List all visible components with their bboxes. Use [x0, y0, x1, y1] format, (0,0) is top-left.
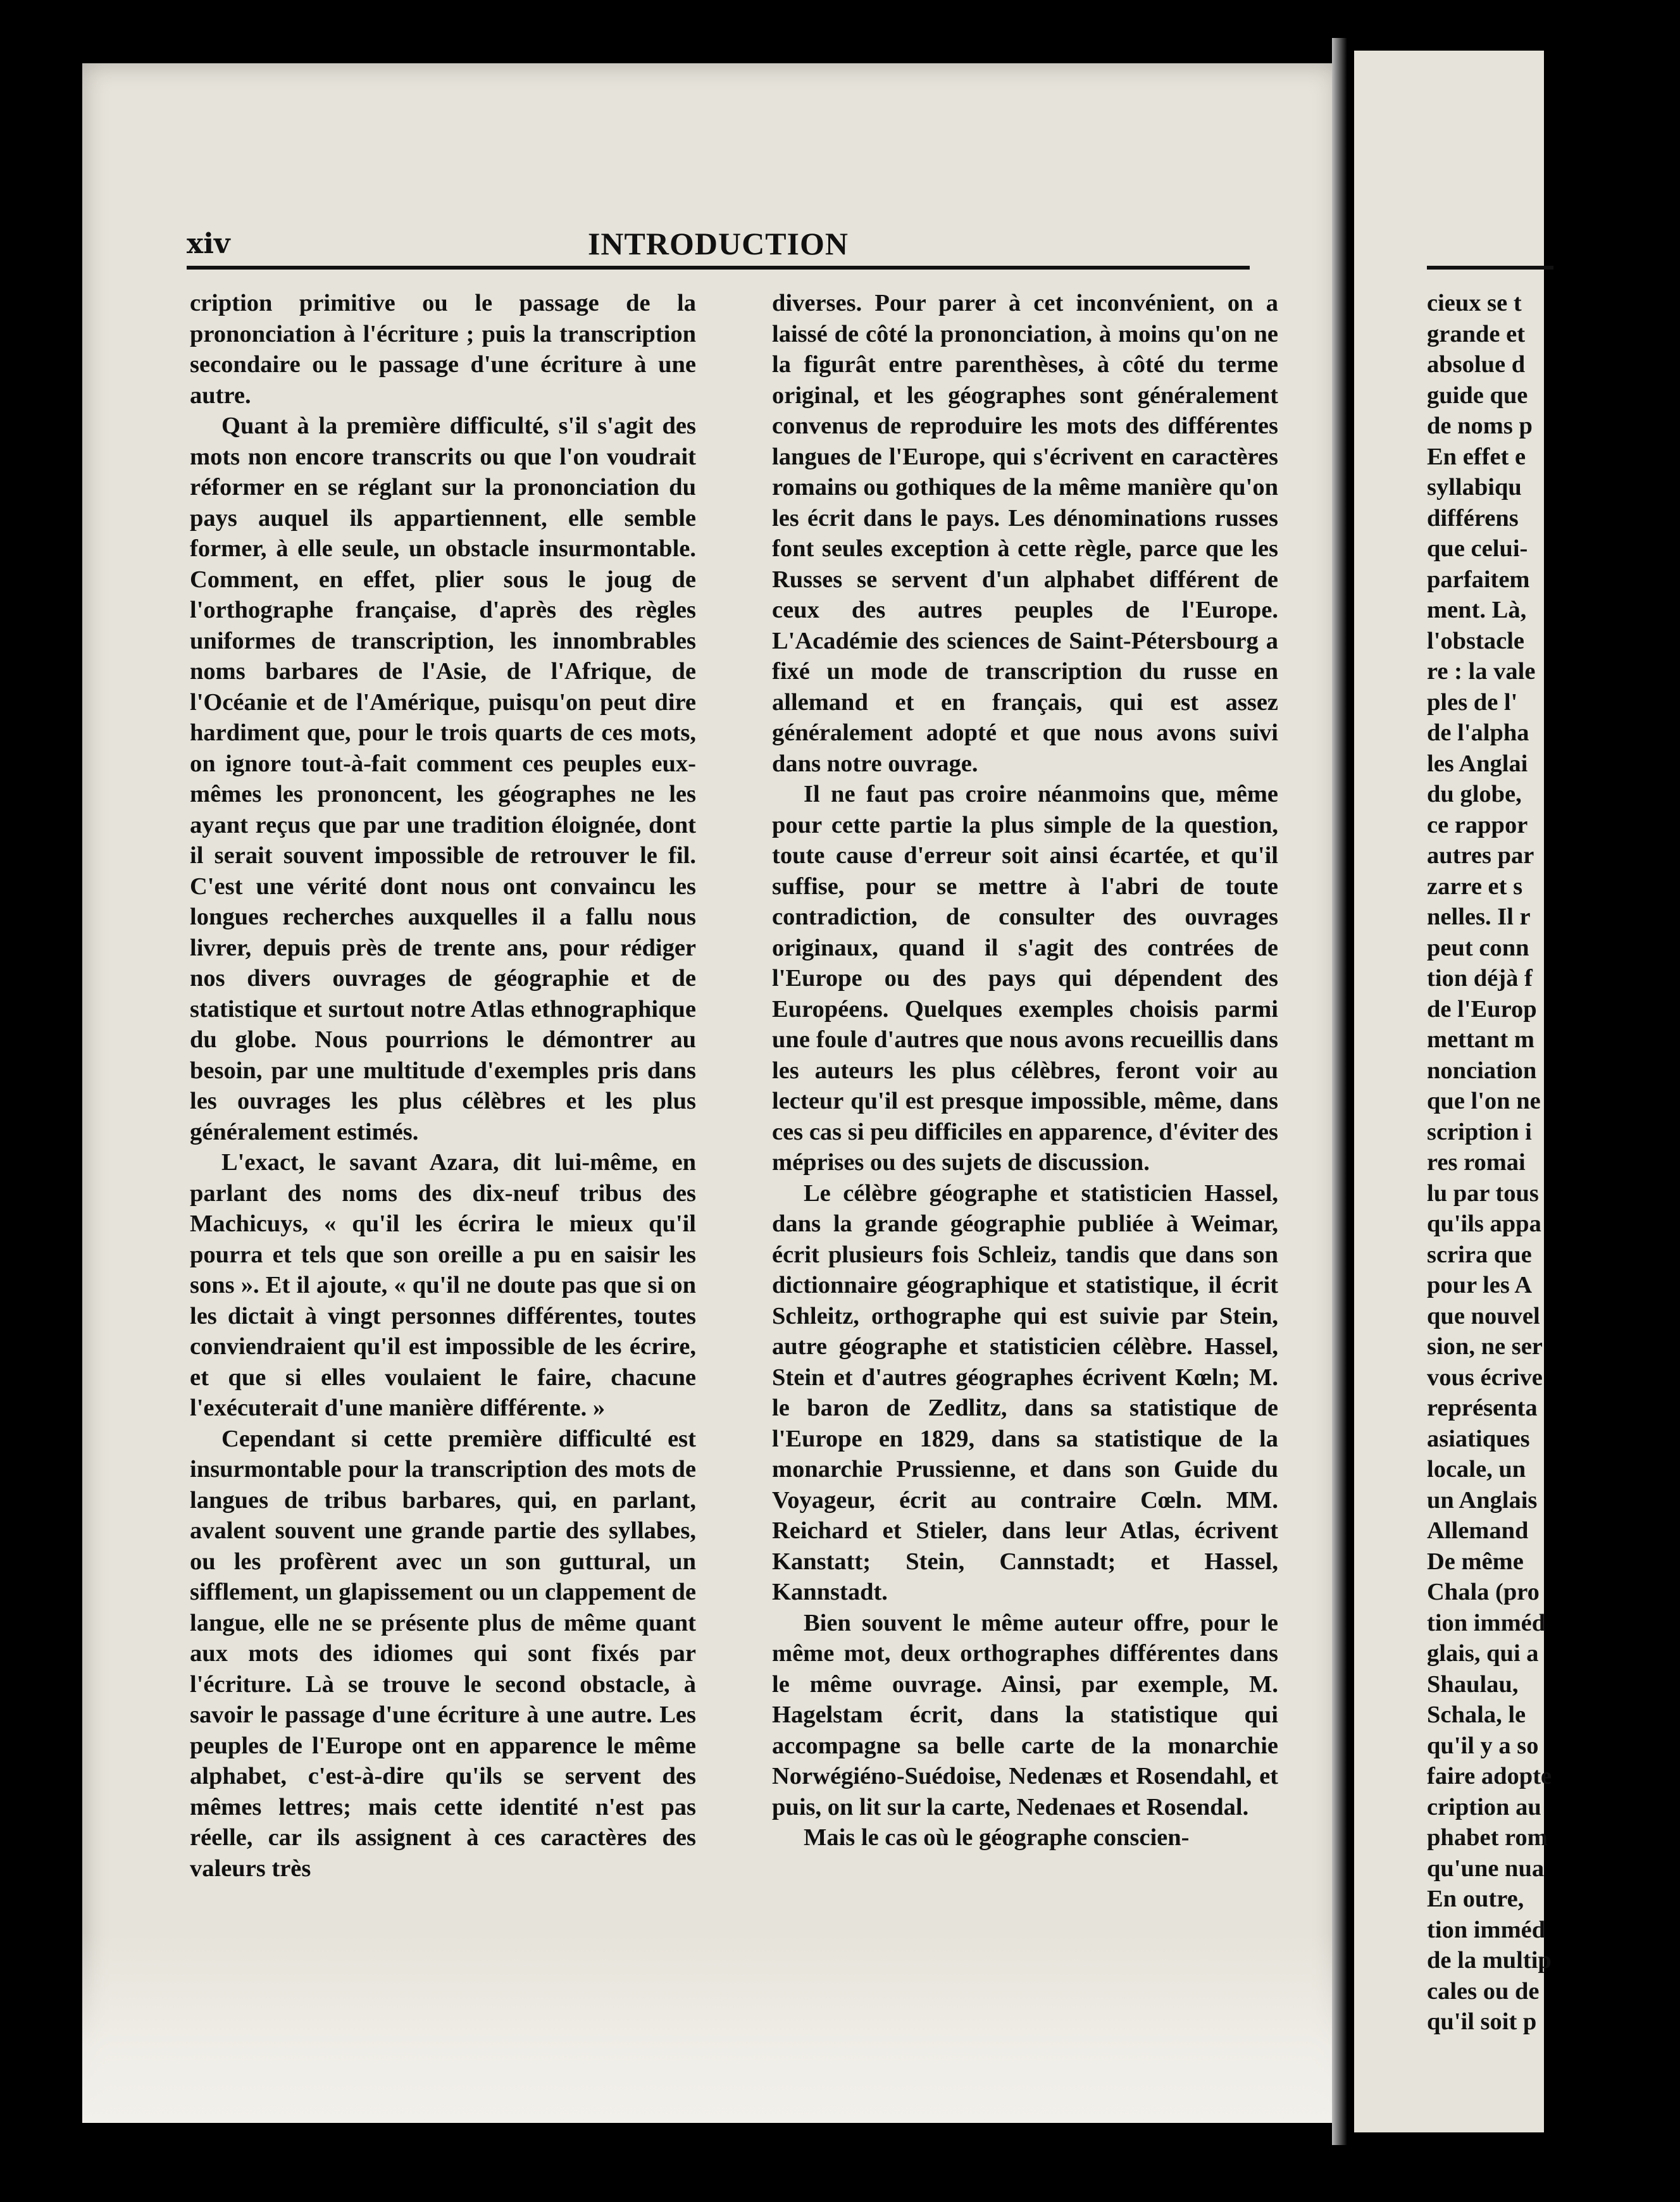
next-page-column: [1427, 288, 1680, 2037]
next-page-line: de la multip: [1427, 1947, 1552, 1974]
paragraph: Bien souvent le même auteur offre, pour le même mot, deux orthographes différentes dans le même ouvrage. Ainsi, par exemple, M. Hagelstam écrit, dans la statistique qui accompagne sa belle carte de la monarchie Norwégiéno-Suédoise, Nedenæs et Rosendahl, et puis, on lit sur la carte, Nedenaes et Rosendal.: [772, 1609, 1278, 1820]
paragraph: Il ne faut pas croire néanmoins que, même pour cette partie la plus simple de la question, toute cause d'erreur soit ainsi écartée, et qu'il suffise, pour se mettre à l'abri de toute contradiction, de consulter des ouvrages originaux, quand il s'agit des contrées de l'Europe ou des pays qui dépendent des Européens. Quelques exemples choisis parmi une foule d'autres que nous avons recueillis dans les auteurs les plus célèbres, feront voir au lecteur qu'il est presque impossible, même, dans ces cas si peu difficiles en apparence, d'éviter des méprises ou des sujets de discussion.: [772, 781, 1278, 1176]
next-page-line: vous écrive: [1427, 1364, 1543, 1391]
next-page-line: re : la vale: [1427, 658, 1536, 685]
next-page-line: scrira que: [1427, 1241, 1532, 1268]
next-page-line: tion imméd: [1427, 1916, 1546, 1943]
next-page-line: sion, ne ser: [1427, 1333, 1543, 1360]
paragraph: Quant à la première difficulté, s'il s'agit des mots non encore transcrits ou que l'on voudrait réformer en se réglant sur la prononciation du pays auquel ils appartiennent, elle semble former, à elle seule, un obstacle insurmontable. Comment, en effet, plier sous le joug de l'orthographe française, d'après des règles uniformes de transcription, les innombrables noms barbares de l'Asie, de l'Afrique, de l'Océanie et de l'Amérique, puisqu'on peut dire hardiment que, pour le trois quarts de ces mots, on ignore tout-à-fait comment ces peuples eux-mêmes les prononcent, les géographes ne les ayant reçus que par une tradition éloignée, dont il serait souvent impossible de retrouver le fil. C'est une vérité dont nous ont convaincu les longues recherches auxquelles il a fallu nous livrer, depuis près de trente ans, pour rédiger nos divers ouvrages de géographie et de statistique et surtout notre Atlas ethnographique du globe. Nous pourrions le démontrer au besoin, par une multitude d'exemples pris dans les ouvrages les plus célèbres et les plus généralement estimés.: [190, 413, 696, 1145]
next-page-line: zarre et s: [1427, 873, 1523, 900]
left-column: [190, 288, 696, 1884]
next-page-line: ce rappor: [1427, 811, 1528, 838]
next-page-line: pour les A: [1427, 1272, 1533, 1298]
next-page-line: tion déjà f: [1427, 965, 1533, 992]
next-page-line: phabet rom: [1427, 1824, 1548, 1851]
paragraph: diverses. Pour parer à cet inconvénient, on a laissé de côté la prononciation, à moins qu'on ne la figurât entre parenthèses, à côté du terme original, et les géographes sont généralement convenus de reproduire les mots des différentes langues de l'Europe, qui s'écrivent en caractères romains ou gothiques de la même manière qu'on les écrit dans le pays. Les dénominations russes font seules exception à cette règle, parce que les Russes se servent d'un alphabet différent de ceux des autres peuples de l'Europe. L'Académie des sciences de Saint-Pétersbourg a fixé un mode de transcription du russe en allemand et en français, qui est assez généralement adopté et que nous avons suivi dans notre ouvrage.: [772, 290, 1278, 777]
next-page-line: Schala, le: [1427, 1701, 1526, 1728]
next-page-line: Chala (pro: [1427, 1579, 1540, 1605]
paragraph: Cependant si cette première difficulté est insurmontable pour la transcription des mots de langues de tribus barbares, qui, en parlant, avalent souvent une grande partie des syllabes, ou les profèrent avec un son guttural, un sifflement, un glapissement ou un clappement de langue, elle ne se présente plus de même quant aux mots des idiomes qui sont fixés par l'écriture. Là se trouve le second obstacle, à savoir le passage d'une écriture à une autre. Les peuples de l'Europe ont en apparence le même alphabet, c'est-à-dire qu'ils se servent des mêmes lettres; mais cette identité n'est pas réelle, car ils assignent à ces caractères des valeurs très: [190, 1425, 696, 1882]
next-page-line: de noms p: [1427, 413, 1533, 439]
next-page-line: autres par: [1427, 842, 1534, 869]
next-page-line: Allemand: [1427, 1517, 1529, 1544]
next-page-line: scription i: [1427, 1118, 1532, 1145]
next-page-line: ment. Là,: [1427, 597, 1527, 623]
next-page-line: syllabiqu: [1427, 474, 1522, 501]
next-page-line: peut conn: [1427, 934, 1529, 961]
next-page-line: que nouvel: [1427, 1302, 1540, 1329]
next-page-line: du globe,: [1427, 781, 1522, 807]
next-page-line: de l'Europ: [1427, 995, 1537, 1023]
next-page-line: un Anglais: [1427, 1486, 1538, 1514]
next-page-line: mettant m: [1427, 1026, 1534, 1053]
paragraph: cription primitive ou le passage de la prononciation à l'écriture ; puis la transcription secondaire ou le passage d'une écriture à une autre.: [190, 290, 696, 409]
paragraph: Le célèbre géographe et statisticien Hassel, dans la grande géographie publiée à Weimar, écrit plusieurs fois Schleiz, tandis que dans son dictionnaire géographique et statistique, il écrit Schleitz, orthographe qui est suivie par Stein, autre géographe et statisticien célèbre. Hassel, Stein et d'autres géographes écrivent Kœln; M. le baron de Zedlitz, dans sa statistique de l'Europe en 1829, dans sa statistique de la monarchie Prussienne, et dans son Guide du Voyageur, écrit au contraire Cœln. MM. Reichard et Stieler, dans leur Atlas, écrivent Kanstatt; Stein, Cannstadt; et Hassel, Kannstadt.: [772, 1179, 1278, 1605]
paragraph: Mais le cas où le géographe conscien-: [804, 1824, 1190, 1851]
running-title: INTRODUCTION: [587, 226, 849, 261]
next-page-line: de l'alpha: [1427, 719, 1529, 746]
next-page-line: res romai: [1427, 1149, 1526, 1176]
next-page-line: qu'ils appa: [1427, 1210, 1541, 1237]
next-page-line: lu par tous: [1427, 1179, 1539, 1207]
next-page-line: l'obstacle: [1427, 627, 1524, 654]
next-page-line: que celui-: [1427, 535, 1528, 562]
next-page-line: cieux se t: [1427, 290, 1522, 316]
next-page-line: nonciation: [1427, 1057, 1537, 1084]
next-page-line: De même: [1427, 1548, 1524, 1575]
next-page-line: tion imméd: [1427, 1609, 1546, 1636]
water-stain: [82, 1933, 1338, 2123]
next-page-line: locale, un: [1427, 1456, 1526, 1483]
next-page-line: nelles. Il r: [1427, 904, 1531, 930]
next-page-line: grande et: [1427, 320, 1526, 347]
next-page-line: ples de l': [1427, 688, 1518, 716]
right-column: [772, 288, 1278, 1853]
next-page-line: différens: [1427, 504, 1519, 532]
next-page-line: qu'il y a so: [1427, 1732, 1539, 1759]
next-page-line: que l'on ne: [1427, 1088, 1541, 1114]
paragraph: L'exact, le savant Azara, dit lui-même, en parlant des noms des dix-neuf tribus des Machicuys, « qu'il les écrira le mieux qu'il pourra et tels que son oreille a pu en saisir les sons ». Et il ajoute, « qu'il ne doute pas que si on les dictait à vingt personnes différentes, toutes conviendraient qu'il est impossible de les écrire, et que si elles voulaient le faire, chacune l'exécuterait d'une manière différente. »: [190, 1149, 696, 1421]
next-page-line: cales ou de: [1427, 1977, 1540, 2005]
next-page-line: représenta: [1427, 1395, 1538, 1421]
next-page-line: qu'une nua: [1427, 1855, 1545, 1882]
next-page-line: qu'il soit p: [1427, 2008, 1537, 2035]
next-page-line: cription au: [1427, 1793, 1541, 1820]
next-page-line: parfaitem: [1427, 566, 1530, 593]
next-page-rule: [1427, 266, 1553, 270]
next-page-line: glais, qui a: [1427, 1640, 1539, 1667]
page-header: [187, 221, 1250, 259]
next-page-line: En outre,: [1427, 1886, 1524, 1912]
header-rule: [187, 266, 1250, 270]
next-page-line: absolue d: [1427, 351, 1526, 378]
next-page-line: Shaulau,: [1427, 1670, 1519, 1698]
next-page-line: En effet e: [1427, 443, 1526, 470]
page-number: xiv: [187, 228, 230, 260]
next-page-line: les Anglai: [1427, 750, 1528, 777]
next-page-line: guide que: [1427, 382, 1528, 409]
next-page-line: faire adopte: [1427, 1763, 1552, 1789]
next-page-line: asiatiques: [1427, 1425, 1530, 1452]
gutter-shadow: [1332, 38, 1357, 2145]
